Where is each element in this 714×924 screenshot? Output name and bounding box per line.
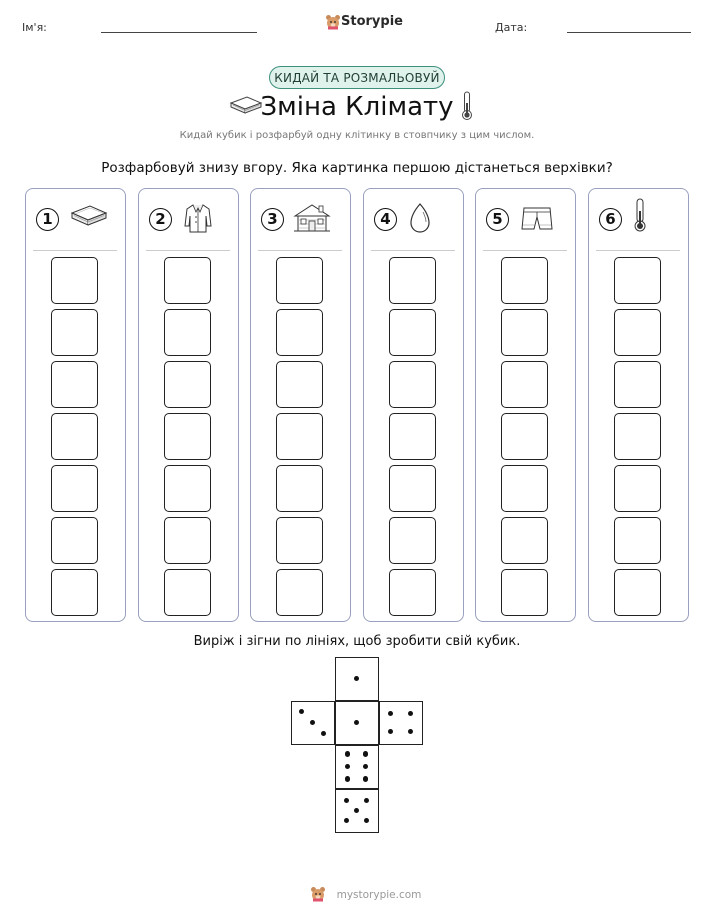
color-cell[interactable] (276, 309, 323, 356)
name-line[interactable] (101, 32, 257, 33)
color-cell[interactable] (51, 569, 98, 616)
color-cell[interactable] (164, 517, 211, 564)
color-cell[interactable] (614, 465, 661, 512)
thermometer-icon (461, 91, 473, 121)
column-number: 2 (149, 208, 172, 231)
color-cell[interactable] (389, 309, 436, 356)
color-cell[interactable] (164, 257, 211, 304)
color-cell[interactable] (614, 569, 661, 616)
column-1 (25, 188, 126, 622)
color-cell[interactable] (501, 309, 548, 356)
color-cell[interactable] (164, 569, 211, 616)
page-title: Зміна Клімату (260, 92, 454, 122)
color-cell[interactable] (501, 465, 548, 512)
die-pip (321, 731, 327, 737)
color-cell[interactable] (51, 257, 98, 304)
color-cell[interactable] (614, 413, 661, 460)
color-cell[interactable] (389, 465, 436, 512)
bear-icon (325, 14, 341, 30)
die-pip (299, 709, 305, 715)
die-pip (344, 798, 350, 804)
house-icon (291, 202, 333, 238)
column-divider (483, 250, 567, 251)
die-face-1 (335, 657, 379, 701)
die-pip (354, 720, 360, 726)
thermometer-icon (633, 198, 647, 236)
color-cell[interactable] (276, 257, 323, 304)
die-pip (345, 751, 351, 757)
color-cell[interactable] (51, 309, 98, 356)
name-label: Ім'я: (22, 21, 47, 34)
column-divider (596, 250, 680, 251)
shorts-icon (520, 205, 554, 237)
color-cell[interactable] (389, 413, 436, 460)
color-cell[interactable] (276, 465, 323, 512)
color-cell[interactable] (614, 361, 661, 408)
color-cell[interactable] (164, 361, 211, 408)
color-cell[interactable] (614, 257, 661, 304)
die-face-4 (379, 701, 423, 745)
column-divider (33, 250, 117, 251)
die-face-6 (335, 745, 379, 789)
brand-name: Storypie (341, 14, 403, 29)
color-cell[interactable] (51, 413, 98, 460)
die-face-5 (335, 789, 379, 833)
column-5 (475, 188, 576, 622)
color-cell[interactable] (389, 257, 436, 304)
color-cell[interactable] (501, 569, 548, 616)
color-cell[interactable] (164, 309, 211, 356)
column-number: 6 (599, 208, 622, 231)
column-4 (363, 188, 464, 622)
color-cell[interactable] (614, 517, 661, 564)
column-divider (146, 250, 230, 251)
color-cell[interactable] (276, 413, 323, 460)
die-face-1 (335, 701, 379, 745)
die-pip (345, 776, 351, 782)
die-face-3 (291, 701, 335, 745)
color-cell[interactable] (389, 361, 436, 408)
die-pip (345, 764, 351, 770)
die-pip (408, 729, 414, 735)
instruction: Розфарбовуй знизу вгору. Яка картинка першою дістанеться верхівки? (101, 160, 613, 176)
cut-instruction: Виріж і зігни по лініях, щоб зробити свій кубик. (193, 634, 521, 649)
column-divider (371, 250, 455, 251)
activity-badge: КИДАЙ ТА РОЗМАЛЬОВУЙ (269, 66, 445, 89)
die-pip (354, 676, 360, 682)
color-cell[interactable] (276, 361, 323, 408)
color-cell[interactable] (501, 517, 548, 564)
coat-icon (183, 202, 213, 238)
color-cell[interactable] (389, 569, 436, 616)
color-cell[interactable] (276, 569, 323, 616)
color-cell[interactable] (501, 413, 548, 460)
color-cell[interactable] (276, 517, 323, 564)
die-pip (310, 720, 316, 726)
color-cell[interactable] (51, 517, 98, 564)
die-pip (364, 818, 370, 824)
column-6 (588, 188, 689, 622)
color-cell[interactable] (51, 465, 98, 512)
color-cell[interactable] (164, 413, 211, 460)
column-number: 4 (374, 208, 397, 231)
brand-logo (325, 12, 403, 32)
column-2 (138, 188, 239, 622)
date-label: Дата: (495, 21, 528, 34)
column-number: 1 (36, 208, 59, 231)
die-pip (363, 764, 369, 770)
column-divider (258, 250, 342, 251)
die-pip (388, 729, 394, 735)
color-cell[interactable] (501, 257, 548, 304)
footer-url: mystorypie.com (336, 889, 422, 901)
die-pip (388, 711, 394, 717)
date-line[interactable] (567, 32, 691, 33)
book-icon (70, 202, 108, 232)
die-pip (344, 818, 350, 824)
column-number: 5 (486, 208, 509, 231)
die-pip (363, 776, 369, 782)
die-pip (364, 798, 370, 804)
die-pip (354, 808, 360, 814)
die-pip (363, 751, 369, 757)
subtitle: Кидай кубик і розфарбуй одну клітинку в стовпчику з цим числом. (179, 130, 535, 141)
color-cell[interactable] (51, 361, 98, 408)
die-pip (408, 711, 414, 717)
color-cell[interactable] (614, 309, 661, 356)
water-drop-icon (408, 202, 432, 238)
column-3 (250, 188, 351, 622)
color-cell[interactable] (389, 517, 436, 564)
color-cell[interactable] (501, 361, 548, 408)
color-cell[interactable] (164, 465, 211, 512)
column-number: 3 (261, 208, 284, 231)
